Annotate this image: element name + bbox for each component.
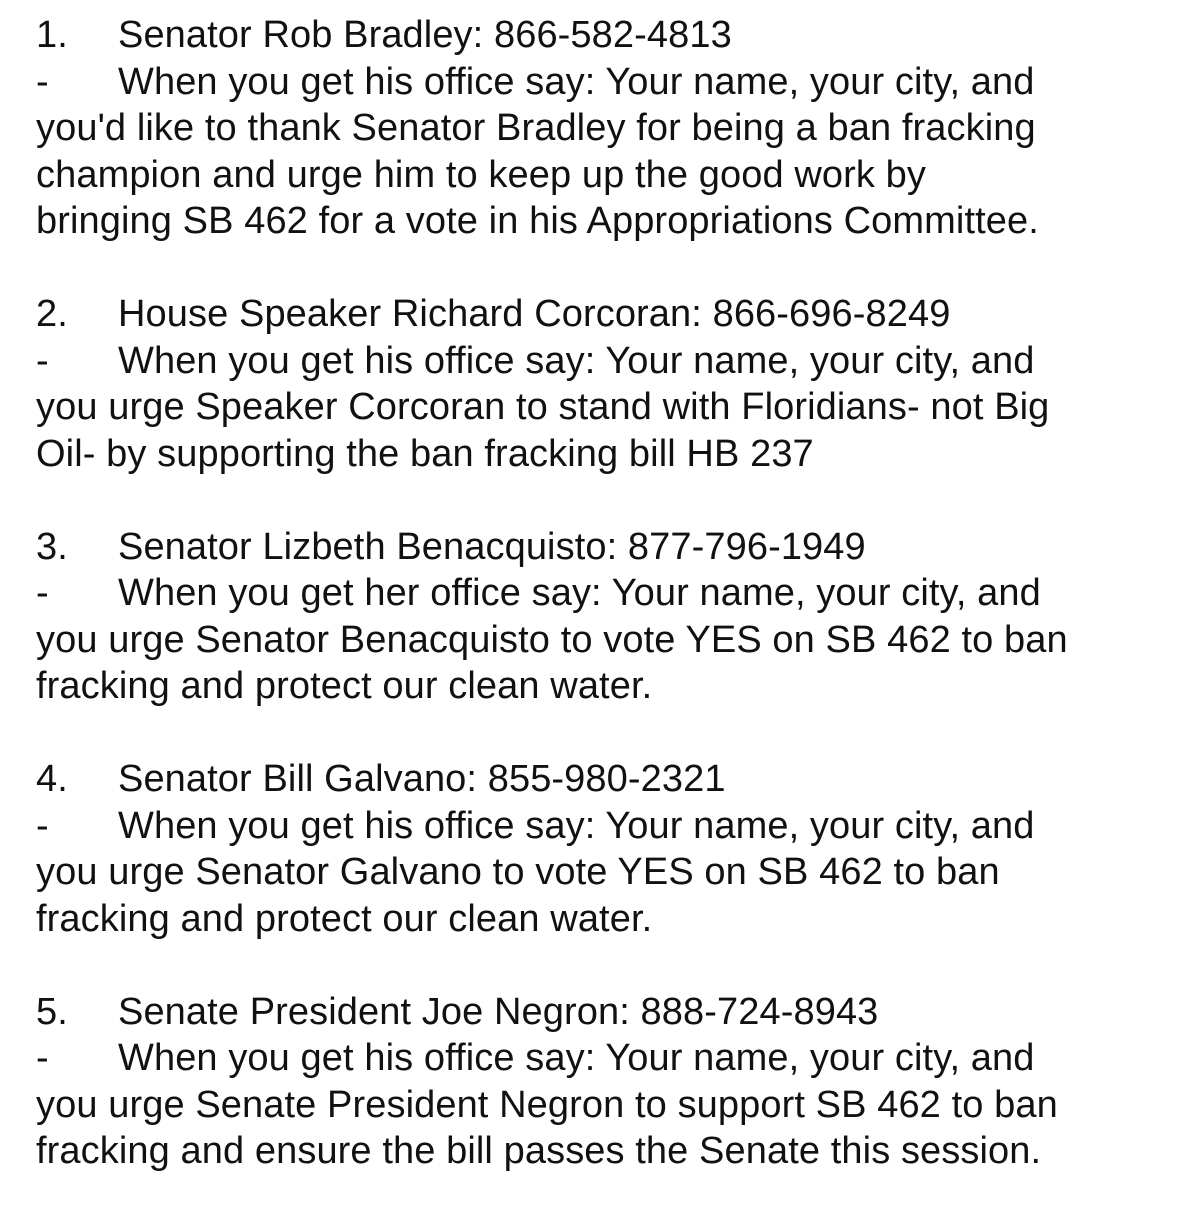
call-item-heading-line bbox=[36, 291, 1176, 338]
call-item-heading-line bbox=[36, 756, 1176, 803]
item-number: 3. bbox=[36, 525, 68, 568]
call-script bbox=[36, 338, 1176, 478]
script-line: you urge Senator Galvano to vote YES on SB 462 to ban bbox=[36, 851, 1000, 893]
script-line: When you get his office say: Your name, your city, and bbox=[118, 804, 1035, 847]
call-item-3 bbox=[36, 524, 1176, 710]
call-item-1 bbox=[36, 12, 1176, 245]
script-line: you'd like to thank Senator Bradley for being a ban fracking bbox=[36, 107, 1036, 149]
item-number: 1. bbox=[36, 14, 68, 56]
script-line: Oil- by supporting the ban fracking bill HB 237 bbox=[36, 432, 814, 475]
script-line: fracking and protect our clean water. bbox=[36, 897, 653, 940]
official-name-phone: Senator Bill Galvano: 855-980-2321 bbox=[118, 758, 726, 800]
call-item-2 bbox=[36, 291, 1176, 477]
call-script bbox=[36, 570, 1176, 710]
call-script bbox=[36, 59, 1176, 245]
script-line: When you get his office say: Your name, your city, and bbox=[118, 60, 1035, 103]
call-item-5 bbox=[36, 989, 1176, 1175]
script-line: When you get his office say: Your name, your city, and bbox=[118, 1037, 1035, 1079]
script-line: you urge Speaker Corcoran to stand with Floridians- not Big bbox=[36, 386, 1050, 428]
bullet-dash: - bbox=[36, 804, 49, 847]
item-number: 5. bbox=[36, 990, 68, 1033]
call-script bbox=[36, 1035, 1176, 1175]
call-list-document bbox=[36, 12, 1176, 1221]
bullet-dash: - bbox=[36, 1037, 49, 1079]
official-name-phone: Senator Lizbeth Benacquisto: 877-796-1949 bbox=[118, 525, 866, 568]
item-number: 4. bbox=[36, 758, 68, 800]
official-name-phone: Senator Rob Bradley: 866-582-4813 bbox=[118, 14, 732, 56]
official-name-phone: House Speaker Richard Corcoran: 866-696-8249 bbox=[118, 293, 951, 335]
call-item-heading-line bbox=[36, 524, 1176, 571]
call-item-4 bbox=[36, 756, 1176, 942]
official-name-phone: Senate President Joe Negron: 888-724-8943 bbox=[118, 990, 879, 1033]
script-line: bringing SB 462 for a vote in his Appropriations Committee. bbox=[36, 200, 1039, 242]
item-number: 2. bbox=[36, 293, 68, 335]
script-line: you urge Senator Benacquisto to vote YES on SB 462 to ban bbox=[36, 618, 1068, 661]
script-line: you urge Senate President Negron to support SB 462 to ban bbox=[36, 1083, 1058, 1126]
script-line: fracking and ensure the bill passes the Senate this session. bbox=[36, 1130, 1042, 1172]
bullet-dash: - bbox=[36, 339, 49, 382]
call-script bbox=[36, 803, 1176, 943]
script-line: champion and urge him to keep up the good work by bbox=[36, 153, 927, 196]
script-line: fracking and protect our clean water. bbox=[36, 665, 653, 707]
bullet-dash: - bbox=[36, 60, 49, 103]
call-item-heading-line bbox=[36, 12, 1176, 59]
call-item-heading-line bbox=[36, 989, 1176, 1036]
bullet-dash: - bbox=[36, 572, 49, 614]
script-line: When you get her office say: Your name, your city, and bbox=[118, 572, 1041, 614]
script-line: When you get his office say: Your name, your city, and bbox=[118, 339, 1035, 382]
